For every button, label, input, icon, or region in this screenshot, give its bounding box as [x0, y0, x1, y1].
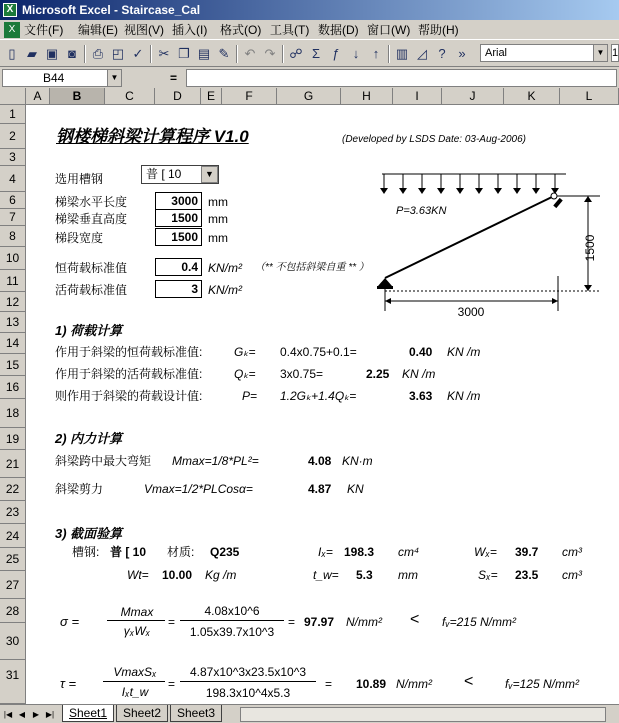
chevron-down-icon[interactable]: ▼	[107, 70, 121, 86]
load-value: P=3.63KN	[396, 205, 447, 217]
menu-help[interactable]: 帮助(H)	[418, 23, 459, 37]
row-header[interactable]: 23	[0, 501, 26, 524]
menu-bar	[0, 20, 619, 40]
redo-icon[interactable]: ↷	[264, 46, 276, 61]
channel-label: 选用槽钢	[55, 172, 104, 186]
col-header[interactable]: D	[155, 88, 201, 105]
s3-material-label: 材质:	[167, 545, 195, 559]
formula-bar	[0, 68, 619, 88]
tau-fraction-line-2	[180, 681, 316, 682]
row-header[interactable]: 3	[0, 149, 26, 166]
row-header[interactable]: 8	[0, 226, 26, 247]
sigma-limit: fᵥ=215 N/mm²	[442, 615, 516, 629]
row-header[interactable]: 25	[0, 548, 26, 571]
formula-input[interactable]	[186, 69, 617, 87]
tau-equals: =	[168, 677, 176, 691]
row-header[interactable]: 10	[0, 247, 26, 270]
col-header[interactable]: K	[504, 88, 560, 105]
tau-numerator: VmaxSₓ	[113, 665, 157, 679]
s1-row1-label: 作用于斜梁的恒荷载标准值:	[55, 345, 203, 359]
s3-wt-label: Wt=	[127, 568, 149, 582]
title-bar	[0, 0, 619, 20]
chevron-down-icon[interactable]: ▼	[593, 45, 607, 61]
height-unit: mm	[208, 212, 228, 226]
s3-ix-label: Iₓ=	[318, 545, 333, 559]
menu-insert[interactable]: 插入(I)	[172, 23, 208, 37]
s1-row2-label: 作用于斜梁的活荷载标准值:	[55, 367, 203, 381]
row-header[interactable]: 11	[0, 270, 26, 292]
prev-sheet-icon[interactable]: ◀	[18, 710, 26, 719]
sigma-den-values: 1.05x39.7x10^3	[189, 625, 275, 639]
section-3-title: 3) 截面验算	[55, 526, 123, 541]
height-label: 梯梁垂直高度	[55, 212, 128, 226]
select-all-corner[interactable]	[0, 88, 26, 105]
col-header[interactable]: F	[222, 88, 277, 105]
menu-edit[interactable]: 编辑(E)	[78, 23, 118, 37]
s1-row2-unit: KN /m	[402, 367, 436, 381]
tau-num-values: 4.87x10^3x23.5x10^3	[189, 665, 306, 679]
col-header[interactable]: G	[277, 88, 341, 105]
drawing-icon[interactable]: ◿	[417, 46, 427, 61]
s3-wt-unit: Kg /m	[205, 568, 237, 582]
beam-diagram	[370, 166, 610, 316]
menu-window[interactable]: 窗口(W)	[367, 23, 411, 37]
chevron-down-icon[interactable]: ▼	[201, 166, 218, 183]
workbook-icon[interactable]: X	[4, 22, 20, 38]
menu-view[interactable]: 视图(V)	[124, 23, 164, 37]
menu-file[interactable]: 文件(F)	[24, 23, 64, 37]
undo-icon[interactable]: ↶	[244, 46, 256, 61]
first-sheet-icon[interactable]: |◀	[3, 710, 13, 719]
col-header[interactable]: I	[393, 88, 442, 105]
excel-icon: X	[3, 3, 17, 17]
sigma-result: 97.97	[304, 615, 335, 629]
open-icon[interactable]: ▰	[27, 46, 37, 61]
s3-wx-value: 39.7	[515, 545, 539, 559]
paste-icon[interactable]: ▤	[197, 46, 211, 61]
toolbar-options-icon[interactable]: »	[458, 46, 466, 61]
s1-row3-expr: 1.2Gₖ+1.4Qₖ=	[280, 389, 357, 403]
tau-denominator: Iₓt_w	[121, 685, 149, 699]
s3-material-value: Q235	[210, 545, 240, 559]
page-title: 钢楼梯斜梁计算程序 V1.0	[56, 127, 249, 146]
chart-wizard-icon[interactable]: ▥	[395, 46, 409, 61]
developer-note: (Developed by LSDS Date: 03-Aug-2006)	[342, 134, 526, 145]
row-header[interactable]: 28	[0, 599, 26, 623]
row-header[interactable]: 7	[0, 209, 26, 226]
s1-row1-value: 0.40	[409, 345, 433, 359]
name-box[interactable]	[2, 69, 122, 87]
sigma-equals-2: =	[288, 615, 296, 629]
sigma-symbol: σ =	[60, 614, 80, 629]
s2-row1-unit: KN·m	[342, 454, 373, 468]
channel-select[interactable]	[141, 165, 219, 184]
s1-row1-unit: KN /m	[447, 345, 481, 359]
s1-row2-symbol: Qₖ=	[234, 367, 256, 381]
s1-row1-symbol: Gₖ=	[234, 345, 256, 359]
row-header[interactable]: 27	[0, 571, 26, 599]
window-title: Microsoft Excel - Staircase_Cal	[22, 3, 201, 17]
col-header[interactable]: H	[341, 88, 393, 105]
formula-equals: =	[170, 71, 178, 85]
hyperlink-icon[interactable]: ☍	[289, 46, 303, 61]
s3-tw-unit: mm	[398, 568, 418, 582]
s1-row2-value: 2.25	[366, 367, 390, 381]
s2-row2-unit: KN	[347, 482, 364, 496]
section-1-title: 1) 荷载计算	[55, 323, 123, 338]
width-unit: mm	[208, 231, 228, 245]
sigma-fraction-line	[107, 620, 165, 621]
length-input[interactable]: 3000	[155, 192, 202, 210]
channel-select-value: 普 [ 10	[146, 167, 182, 181]
sigma-unit: N/mm²	[346, 615, 382, 629]
s3-sx-label: Sₓ=	[478, 568, 498, 582]
height-input[interactable]: 1500	[155, 209, 202, 227]
tau-limit: fᵥ=125 N/mm²	[505, 677, 579, 691]
row-header[interactable]: 12	[0, 292, 26, 312]
row-header[interactable]: 4	[0, 166, 26, 192]
copy-icon[interactable]: ❐	[178, 46, 190, 61]
permission-icon[interactable]: ◙	[68, 46, 76, 61]
s2-row2-expr: Vmax=1/2*PLCosα=	[144, 482, 253, 496]
live-load-unit: KN/m²	[208, 283, 242, 297]
tau-symbol: τ =	[60, 676, 77, 691]
sheet-tab-bar	[0, 704, 619, 723]
sigma-num-values: 4.08x10^6	[204, 604, 260, 618]
font-name-box[interactable]	[480, 44, 608, 62]
row-header[interactable]: 19	[0, 428, 26, 450]
row-header[interactable]: 14	[0, 333, 26, 354]
dead-load-input[interactable]: 0.4	[155, 258, 202, 276]
sigma-denominator: γₓWₓ	[123, 624, 151, 638]
tau-fraction-line	[103, 681, 165, 682]
dead-load-label: 恒荷载标准值	[55, 261, 128, 275]
col-header[interactable]: E	[201, 88, 222, 105]
s2-row1-label: 斜梁跨中最大弯矩	[55, 454, 152, 468]
col-header[interactable]: J	[442, 88, 504, 105]
col-header[interactable]: C	[105, 88, 155, 105]
s3-ix-value: 198.3	[344, 545, 375, 559]
tab-sheet2[interactable]: Sheet2	[116, 705, 168, 722]
sigma-fraction-line-2	[180, 620, 284, 621]
sigma-numerator: Mmax	[120, 605, 154, 619]
tab-sheet1[interactable]: Sheet1	[62, 705, 114, 722]
autosum-icon[interactable]: Σ	[311, 46, 321, 61]
tab-sheet3[interactable]: Sheet3	[170, 705, 222, 722]
s1-row3-unit: KN /m	[447, 389, 481, 403]
s3-ix-unit: cm⁴	[398, 545, 420, 559]
row-header[interactable]: 30	[0, 623, 26, 660]
row-header[interactable]: 2	[0, 124, 26, 149]
s3-wx-label: Wₓ=	[474, 545, 497, 559]
pin-support	[378, 278, 392, 286]
cut-icon[interactable]: ✂	[158, 46, 170, 61]
print-icon[interactable]: ⎙	[92, 46, 104, 61]
format-painter-icon[interactable]: ✎	[218, 46, 230, 61]
col-header[interactable]: B	[50, 88, 105, 105]
s1-row1-expr: 0.4x0.75+0.1=	[280, 345, 357, 359]
last-sheet-icon[interactable]: ▶|	[45, 710, 55, 719]
row-header[interactable]: 13	[0, 312, 26, 333]
spelling-icon[interactable]: ✓	[132, 46, 144, 61]
s1-row3-symbol: P=	[242, 389, 258, 403]
menu-tools[interactable]: 工具(T)	[270, 23, 310, 37]
sort-desc-icon[interactable]: ↑	[372, 46, 380, 61]
s2-row1-expr: Mmax=1/8*PL²=	[172, 454, 259, 468]
menu-data[interactable]: 数据(D)	[318, 23, 359, 37]
row-header[interactable]: 6	[0, 192, 26, 209]
row-header[interactable]: 15	[0, 354, 26, 376]
width-input[interactable]: 1500	[155, 228, 202, 246]
s3-sx-value: 23.5	[515, 568, 539, 582]
row-header[interactable]: 18	[0, 399, 26, 428]
sigma-equals: =	[168, 615, 176, 629]
s3-sx-unit: cm³	[562, 568, 582, 582]
s1-row3-value: 3.63	[409, 389, 433, 403]
row-header[interactable]: 31	[0, 660, 26, 704]
live-load-label: 活荷载标准值	[55, 283, 128, 297]
name-box-value: B44	[43, 71, 65, 85]
font-name-value: Arial	[485, 47, 508, 59]
dead-load-note: （** 不包括斜梁自重 ** ）	[255, 262, 369, 273]
tau-compare: <	[464, 673, 474, 690]
col-header[interactable]: L	[560, 88, 619, 105]
row-header[interactable]: 22	[0, 478, 26, 501]
s1-row2-expr: 3x0.75=	[280, 367, 324, 381]
sort-asc-icon[interactable]: ↓	[352, 46, 360, 61]
section-2-title: 2) 内力计算	[55, 431, 123, 446]
s3-tw-value: 5.3	[356, 568, 373, 582]
tau-equals-2: =	[325, 677, 333, 691]
width-label: 梯段宽度	[55, 231, 104, 245]
sigma-compare: <	[410, 611, 420, 628]
dead-load-unit: KN/m²	[208, 261, 242, 275]
print-preview-icon[interactable]: ◰	[111, 46, 125, 61]
height-dim: 1500	[583, 234, 597, 262]
s3-tw-label: t_w=	[313, 568, 339, 582]
font-size-box[interactable]	[611, 44, 619, 62]
save-icon[interactable]: ▣	[45, 46, 59, 61]
length-unit: mm	[208, 195, 228, 209]
menu-format[interactable]: 格式(O)	[220, 23, 262, 37]
function-icon[interactable]: ƒ	[332, 46, 340, 61]
s2-row2-value: 4.87	[308, 482, 332, 496]
next-sheet-icon[interactable]: ▶	[32, 710, 40, 719]
s1-row3-label: 则作用于斜梁的荷载设计值:	[55, 389, 203, 403]
s2-row1-value: 4.08	[308, 454, 332, 468]
row-header[interactable]: 1	[0, 105, 26, 124]
length-label: 梯梁水平长度	[55, 195, 128, 209]
s3-channel-label: 槽钢:	[72, 545, 100, 559]
live-load-input[interactable]: 3	[155, 280, 202, 298]
worksheet-grid[interactable]	[0, 88, 619, 704]
new-icon[interactable]: ▯	[8, 46, 16, 61]
s2-row2-label: 斜梁剪力	[55, 482, 104, 496]
row-header[interactable]: 16	[0, 376, 26, 399]
col-header[interactable]: A	[26, 88, 50, 105]
help-icon[interactable]: ?	[438, 46, 446, 61]
s3-wx-unit: cm³	[562, 545, 582, 559]
s3-wt-value: 10.00	[162, 568, 193, 582]
font-size-value: 1	[612, 47, 619, 59]
tau-result: 10.89	[356, 677, 387, 691]
row-header[interactable]: 24	[0, 524, 26, 548]
s3-channel-value: 普 [ 10	[110, 545, 147, 559]
tau-den-values: 198.3x10^4x5.3	[205, 686, 291, 700]
horizontal-scrollbar[interactable]	[240, 707, 606, 722]
length-dim: 3000	[457, 305, 485, 316]
row-header[interactable]: 21	[0, 450, 26, 478]
tau-unit: N/mm²	[396, 677, 432, 691]
